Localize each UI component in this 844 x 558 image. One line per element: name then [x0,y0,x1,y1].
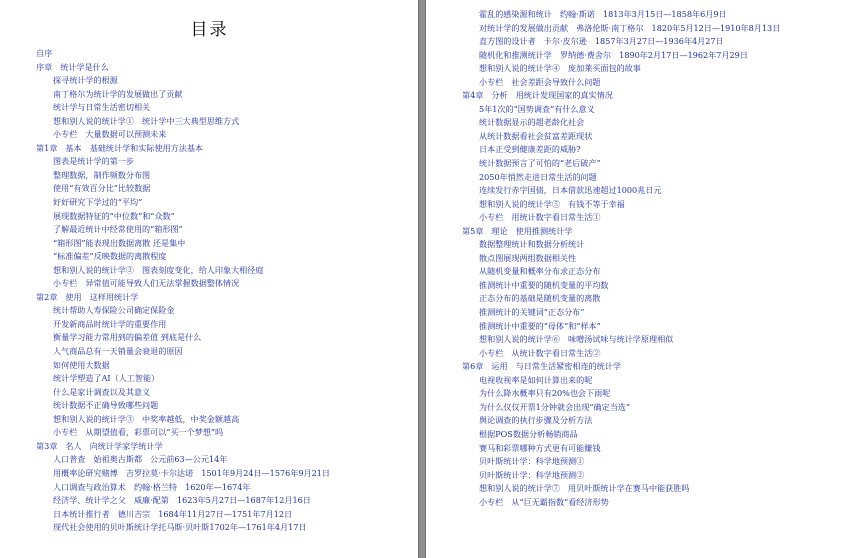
toc-entry-link[interactable]: 想和别人说的统计学⑥ 味噌汤试味与统计学原理相似 [479,334,674,345]
toc-entry-link[interactable]: 统计学与日常生活密切相关 [53,102,151,113]
toc-entry-link[interactable]: 图表是统计学的第一步 [53,156,134,167]
toc-entry-link[interactable]: 使用“有效百分比”比较数据 [53,183,151,194]
toc-entry-link[interactable]: 整理数据，制作频数分布图 [53,169,151,180]
toc-entry-link[interactable]: 衡量学习能力常用到的偏差值 到底是什么 [53,332,202,343]
toc-entry-link[interactable]: 想和别人说的统计学③ 中奖率越低，中奖金额越高 [53,413,240,424]
toc-entry-link[interactable]: 人气商品总有一天销量会衰退的原因 [53,346,183,357]
toc-entry-link[interactable]: 贝叶斯统计学：科学地预测② [479,469,585,480]
toc-entry-link[interactable]: 5年1次的“国势调查”有什么意义 [479,103,595,114]
toc-entry-link[interactable]: 直方图的设计者 卡尔·皮尔逊 1857年3月27日—1936年4月27日 [479,36,724,47]
toc-entry-link[interactable]: 统计数据显示的超老龄化社会 [479,117,585,128]
toc-entry-link[interactable]: 小专栏 从期望值看，彩票可以“买一个梦想”吗 [53,427,224,438]
toc-entry-link[interactable]: 展现数据特征的“中位数”和“众数” [53,210,175,221]
toc-chapter-link[interactable]: 序章 统计学是什么 [36,61,109,72]
toc-entry-link[interactable]: 为什么降水概率只有20%也会下雨呢 [479,388,611,399]
toc-chapter-link[interactable]: 第1章 基本 基础统计学和实际使用方法基本 [36,142,204,153]
toc-entry-link[interactable]: 统计学塑造了AI（人工智能） [53,373,160,384]
toc-chapter-link[interactable]: 自序 [36,48,53,58]
toc-entry-link[interactable]: 小专栏 大量数据可以预测未来 [53,129,167,140]
toc-entry-link[interactable]: 推测统计中重要的“母体”和“样本” [479,320,601,331]
toc-entry-link[interactable]: 什么是家计调查以及其意义 [53,386,151,397]
toc-entry-link[interactable]: 人口普查 始祖奥古斯都 公元前63—公元14年 [53,454,228,465]
toc-entry-link[interactable]: 想和别人说的统计学⑤ 有钱不等于幸福 [479,198,625,209]
toc-list-left [0,47,419,535]
toc-entry-link[interactable]: 日本统计推行者 德川吉宗 1684年11月27日—1751年7月12日 [53,508,293,519]
toc-entry-link[interactable]: 如何使用大数据 [53,359,110,370]
toc-chapter-link[interactable]: 第3章 名人 向统计学家学统计学 [36,440,163,451]
toc-list-right [426,8,844,509]
toc-entry-link[interactable]: 好好研究下学过的“平均” [53,197,143,208]
toc-entry-link[interactable]: “标准偏差”反映数据的离散程度 [53,251,167,262]
toc-entry-link[interactable]: 小专栏 异常值可能导致人们无法掌握数据整体情况 [53,278,240,289]
toc-entry-link[interactable]: 统计数据不正确导致哪些问题 [53,400,159,411]
toc-entry-link[interactable]: 现代社会使用的贝叶斯统计学托马斯·贝叶斯1702年—1761年4月17日 [53,522,307,533]
toc-entry-link[interactable]: 霍乱的感染源和统计 约翰·斯诺 1813年3月15日—1858年6月9日 [479,9,727,19]
toc-entry-link[interactable]: 连续发行赤字国债，日本借款迅速超过1000兆日元 [479,185,662,196]
toc-chapter-link[interactable]: 第5章 理论 使用推测统计学 [462,225,573,236]
toc-entry-link[interactable]: 经济学、统计学之父 威廉·配第 1623年5月27日—1687年12月16日 [53,495,311,506]
toc-entry-link[interactable]: 日本正受到健康差距的威胁? [479,144,581,155]
toc-entry-link[interactable]: 想和别人说的统计学④ 庞加莱买面包的故事 [479,63,641,74]
toc-entry-link[interactable]: 舆论调查的执行步骤及分析方法 [479,415,593,426]
toc-entry-link[interactable]: 散点图展现两组数据相关性 [479,252,577,263]
right-page [425,0,844,558]
toc-entry-link[interactable]: 从随机变量和概率分布求正态分布 [479,266,601,277]
toc-entry-link[interactable]: 从统计数据看社会贫富差距现状 [479,130,593,141]
toc-entry-link[interactable]: 小专栏 从统计数字看日常生活② [479,347,601,358]
toc-entry-link[interactable]: 南丁格尔为统计学的发展做出了贡献 [53,88,183,99]
toc-entry-link[interactable]: 了解最近统计中经常使用的“箱形图” [53,224,183,235]
toc-entry-link[interactable]: 想和别人说的统计学⑦ 用贝叶斯统计学在赛马中能获胜吗 [479,483,690,494]
toc-entry-link[interactable]: 用概率论研究赌博 吉罗拉莫·卡尔达诺 1501年9月24日—1576年9月21日 [53,467,331,478]
toc-chapter-link[interactable]: 第2章 使用 这样用统计学 [36,291,139,302]
toc-entry-link[interactable]: 为什么仅仅开票1分钟就会出现“确定当选” [479,401,631,412]
toc-entry-link[interactable]: 推测统计的关键词“正态分布” [479,307,585,318]
toc-entry-link[interactable]: 赛马和彩票哪种方式更有可能赚钱 [479,442,601,453]
toc-entry-link[interactable]: 统计数据预言了可怕的“老后破产” [479,158,601,169]
toc-entry-link[interactable]: 数据整理统计和数据分析统计 [479,239,585,250]
page-title: 目录 [190,20,229,40]
left-page [0,0,419,558]
toc-entry-link[interactable]: 想和别人说的统计学② 图表刻度变化，给人印象大相径庭 [53,264,264,275]
toc-entry-link[interactable]: 正态分布的基础是随机变量的离散 [479,293,601,304]
toc-entry-link[interactable]: 贝叶斯统计学：科学地预测① [479,456,585,467]
toc-entry-link[interactable]: 小专栏 用统计数字看日常生活① [479,212,601,223]
toc-entry-link[interactable]: 想和别人说的统计学① 统计学中三大典型思维方式 [53,115,240,126]
toc-entry-link[interactable]: 开发新商品时统计学的重要作用 [53,318,167,329]
toc-chapter-link[interactable]: 第4章 分析 用统计发现国家的真实情况 [462,90,613,101]
toc-entry-link[interactable]: 对统计学的发展做出贡献 弗洛伦斯·南丁格尔 1820年5月12日—1910年8月13日 [479,22,781,33]
toc-entry-link[interactable]: “箱形图”能表现出数据离散 还是集中 [53,237,186,248]
toc-entry-link[interactable]: 小专栏 社会差距会导致什么问题 [479,76,601,87]
toc-chapter-link[interactable]: 第6章 运用 与日常生活紧密相连的统计学 [462,361,621,372]
toc-entry-link[interactable]: 统计帮助人寿保险公司确定保险金 [53,305,175,316]
toc-entry-link[interactable]: 探寻统计学的根源 [53,75,118,86]
toc-entry-link[interactable]: 随机化和推测统计学 罗纳德·费舍尔 1890年2月17日—1962年7月29日 [479,49,748,60]
toc-entry-link[interactable]: 2050年悄然走进日常生活的问题 [479,171,597,182]
toc-entry-link[interactable]: 小专栏 从“巨无霸指数”看经济形势 [479,496,609,507]
toc-entry-link[interactable]: 根据POS数据分析畅销商品 [479,428,578,439]
toc-entry-link[interactable]: 人口调查与政治算术 约翰·格兰特 1620年—1674年 [53,481,251,492]
toc-entry-link[interactable]: 电视收视率是如何计算出来的呢 [479,374,593,385]
toc-entry-link[interactable]: 推测统计中重要的随机变量的平均数 [479,279,609,290]
